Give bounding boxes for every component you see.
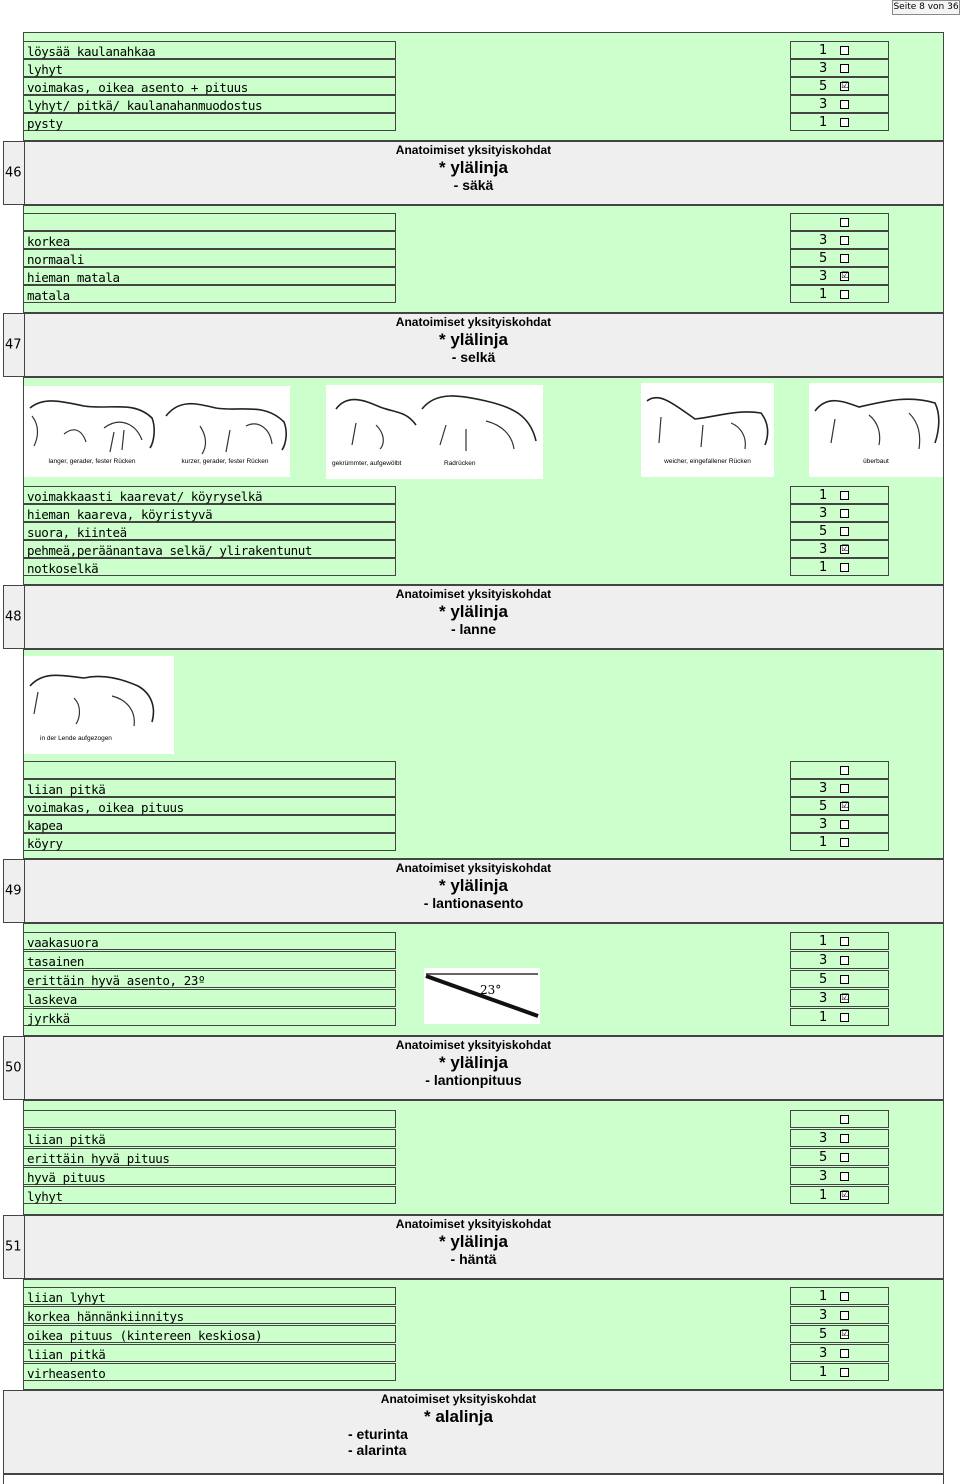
option-label: liian pitkä: [27, 782, 106, 797]
score-cell: [790, 833, 889, 851]
section-number: 49: [5, 883, 22, 899]
score-cell: [790, 815, 889, 833]
heading-part: - selkä: [451, 349, 496, 366]
section-heading: [4, 1218, 943, 1267]
score-cell: [790, 1186, 889, 1204]
option-label: suora, kiinteä: [27, 525, 127, 540]
score-cell: [790, 1148, 889, 1166]
section-heading: [4, 1039, 943, 1088]
option-row[interactable]: [23, 231, 396, 249]
option-label: jyrkkä: [27, 1011, 70, 1026]
checkbox[interactable]: ☑: [841, 1190, 850, 1200]
section-header-bottomline: [3, 1390, 944, 1474]
score-cell: [790, 1129, 889, 1147]
option-label: erittäin hyvä asento, 23º: [27, 973, 206, 988]
option-row[interactable]: [23, 41, 396, 59]
heading-part: - lantionasento: [423, 895, 524, 912]
option-row[interactable]: [23, 1344, 396, 1362]
option-row[interactable]: [23, 213, 396, 231]
heading-part: - eturinta: [348, 1426, 408, 1443]
sketch-caption: kurzer, gerader, fester Rücken: [181, 458, 269, 465]
score-value: 3: [819, 1346, 828, 1361]
checkbox[interactable]: [840, 527, 849, 536]
option-row[interactable]: [23, 558, 396, 576]
heading-title: Anatoimiset yksityiskohdat: [380, 1392, 537, 1406]
option-row[interactable]: [23, 1110, 396, 1128]
heading-part: - säkä: [453, 177, 494, 194]
option-label: virheasento: [27, 1366, 106, 1381]
section-header-51: [3, 1215, 944, 1279]
heading-line: * ylälinja: [439, 875, 508, 895]
sketch-caption: weicher, eingefallener Rücken: [664, 458, 751, 465]
heading-line: * ylälinja: [439, 1052, 508, 1072]
option-row[interactable]: [23, 951, 396, 969]
sketch-caption: langer, gerader, fester Rücken: [48, 458, 136, 465]
heading-title: Anatoimiset yksityiskohdat: [395, 143, 552, 157]
score-cell: [790, 95, 889, 113]
checkbox[interactable]: [840, 218, 849, 227]
heading-title: Anatoimiset yksityiskohdat: [395, 1038, 552, 1052]
option-label: notkoselkä: [27, 561, 99, 576]
option-label: korkea hännänkiinnitys: [27, 1309, 184, 1324]
score-cell: [790, 558, 889, 576]
score-cell: [790, 1325, 889, 1343]
section-number: 46: [5, 165, 22, 181]
checkbox[interactable]: [840, 1368, 849, 1377]
checkbox[interactable]: ☑: [841, 81, 850, 91]
checkbox[interactable]: [840, 46, 849, 55]
score-cell: [790, 77, 889, 95]
score-cell: [790, 797, 889, 815]
score-value: 5: [819, 251, 828, 266]
score-cell: [790, 989, 889, 1007]
checkbox[interactable]: [840, 236, 849, 245]
option-label: pysty: [27, 116, 63, 131]
option-row[interactable]: [23, 1008, 396, 1026]
sketch-caption: überbaut: [863, 458, 889, 465]
option-row[interactable]: [23, 1129, 396, 1147]
option-row[interactable]: [23, 59, 396, 77]
score-cell: [790, 285, 889, 303]
option-label: voimakas, oikea asento + pituus: [27, 80, 248, 95]
checkbox[interactable]: [840, 1311, 849, 1320]
option-row[interactable]: [23, 77, 396, 95]
score-cell: [790, 1008, 889, 1026]
heading-title: Anatoimiset yksityiskohdat: [395, 1217, 552, 1231]
option-label: oikea pituus (kintereen keskiosa): [27, 1328, 263, 1343]
sketch-back-short-straight: [160, 386, 290, 477]
option-label: normaali: [27, 252, 85, 267]
checkbox[interactable]: [840, 1349, 849, 1358]
score-value: 5: [819, 79, 828, 94]
score-cell: [790, 1110, 889, 1128]
angle-label: 23°: [480, 983, 502, 997]
option-row[interactable]: [23, 1325, 396, 1343]
heading-part: - lantionpituus: [425, 1072, 522, 1089]
option-label: liian pitkä: [27, 1132, 106, 1147]
score-value: 3: [819, 991, 828, 1006]
score-value: 1: [819, 287, 828, 302]
score-value: 1: [819, 1365, 828, 1380]
score-cell: [790, 1287, 889, 1305]
score-cell: [790, 932, 889, 950]
sketch-caption: gekrümmter, aufgewölbt: [332, 460, 402, 467]
next-row-start: [3, 1474, 944, 1484]
checkbox[interactable]: [840, 563, 849, 572]
checkbox[interactable]: ☑: [841, 801, 850, 811]
score-cell: [790, 761, 889, 779]
checkbox[interactable]: [840, 975, 849, 984]
score-value: 1: [819, 1010, 828, 1025]
checkbox[interactable]: [840, 956, 849, 965]
angle-line-icon: [424, 968, 540, 1024]
option-row[interactable]: [23, 522, 396, 540]
score-cell: [790, 951, 889, 969]
score-value: 5: [819, 972, 828, 987]
option-row[interactable]: [23, 285, 396, 303]
sketch-loin: [24, 656, 174, 754]
option-label: vaakasuora: [27, 935, 99, 950]
checkbox[interactable]: [840, 1013, 849, 1022]
score-cell: [790, 504, 889, 522]
score-value: 3: [819, 61, 828, 76]
heading-title: Anatoimiset yksityiskohdat: [395, 587, 552, 601]
score-cell: [790, 41, 889, 59]
option-row[interactable]: [23, 833, 396, 851]
score-value: 3: [819, 97, 828, 112]
checkbox[interactable]: ☑: [841, 544, 850, 554]
option-row[interactable]: [23, 1167, 396, 1185]
section-header-47: [3, 313, 944, 377]
option-row[interactable]: [23, 95, 396, 113]
checkbox[interactable]: [840, 290, 849, 299]
section-header-49: [3, 859, 944, 923]
checkbox[interactable]: [840, 820, 849, 829]
option-row[interactable]: [23, 1148, 396, 1166]
option-label: voimakas, oikea pituus: [27, 800, 184, 815]
score-cell: [790, 1306, 889, 1324]
option-label: lyhyt/ pitkä/ kaulanahanmuodostus: [27, 98, 263, 113]
score-value: 3: [819, 1169, 828, 1184]
section-header-46: [3, 141, 944, 205]
score-cell: [790, 1167, 889, 1185]
page-number-header: Seite 8 von 36: [892, 0, 960, 15]
checkbox[interactable]: [840, 784, 849, 793]
score-cell: [790, 522, 889, 540]
sketch-back-soft: [641, 383, 774, 477]
sketch-back-arched: [326, 385, 543, 479]
option-label: erittäin hyvä pituus: [27, 1151, 170, 1166]
option-row[interactable]: [23, 249, 396, 267]
score-value: 3: [819, 269, 828, 284]
section-heading: [4, 316, 943, 365]
score-value: 5: [819, 524, 828, 539]
checkbox[interactable]: [840, 1292, 849, 1301]
option-row[interactable]: [23, 1363, 396, 1381]
option-label: liian lyhyt: [27, 1290, 106, 1305]
option-label: hyvä pituus: [27, 1170, 106, 1185]
option-label: köyry: [27, 836, 63, 851]
option-row[interactable]: [23, 989, 396, 1007]
option-row[interactable]: [23, 761, 396, 779]
checkbox[interactable]: [840, 766, 849, 775]
score-cell: [790, 231, 889, 249]
checkbox[interactable]: [840, 491, 849, 500]
sketch-back-overbuilt: [809, 383, 943, 477]
score-cell: [790, 59, 889, 77]
score-value: 1: [819, 835, 828, 850]
checkbox[interactable]: [840, 1172, 849, 1181]
checkbox[interactable]: [840, 1153, 849, 1162]
score-cell: [790, 486, 889, 504]
checkbox[interactable]: [840, 509, 849, 518]
option-row[interactable]: [23, 797, 396, 815]
score-cell: [790, 540, 889, 558]
option-row[interactable]: [23, 779, 396, 797]
score-value: 3: [819, 506, 828, 521]
section-number: 47: [5, 337, 22, 353]
score-cell: [790, 970, 889, 988]
heading-part: - häntä: [450, 1251, 497, 1268]
heading-line: * ylälinja: [439, 1231, 508, 1251]
heading-part: - alarinta: [348, 1442, 407, 1459]
option-row[interactable]: [23, 1186, 396, 1204]
option-label: matala: [27, 288, 70, 303]
section-number: 50: [5, 1060, 22, 1076]
heading-line: * ylälinja: [439, 157, 508, 177]
option-row[interactable]: [23, 815, 396, 833]
section-heading: [4, 862, 943, 911]
score-value: 5: [819, 799, 828, 814]
checkbox[interactable]: [840, 118, 849, 127]
section-heading: [4, 1393, 943, 1459]
score-value: 3: [819, 1131, 828, 1146]
score-value: 1: [819, 1289, 828, 1304]
heading-line: * alalinja: [424, 1406, 493, 1426]
option-row[interactable]: [23, 540, 396, 558]
checkbox[interactable]: [840, 1115, 849, 1124]
sketch-caption: Radrücken: [444, 460, 476, 467]
section-heading: [4, 144, 943, 193]
heading-line: * ylälinja: [439, 601, 508, 621]
option-row[interactable]: [23, 1287, 396, 1305]
checkbox[interactable]: [840, 1134, 849, 1143]
option-label: kapea: [27, 818, 63, 833]
checkbox[interactable]: [840, 254, 849, 263]
checkbox[interactable]: [840, 64, 849, 73]
option-label: laskeva: [27, 992, 77, 1007]
option-row[interactable]: [23, 1306, 396, 1324]
score-value: 5: [819, 1327, 828, 1342]
option-row[interactable]: [23, 932, 396, 950]
score-value: 1: [819, 115, 828, 130]
heading-part: - lanne: [450, 621, 497, 638]
checkbox[interactable]: [840, 838, 849, 847]
score-cell: [790, 1344, 889, 1362]
section-header-48: [3, 585, 944, 649]
score-value: 1: [819, 934, 828, 949]
checkbox[interactable]: [840, 100, 849, 109]
option-label: tasainen: [27, 954, 85, 969]
score-value: 1: [819, 43, 828, 58]
option-label: lyhyt: [27, 62, 63, 77]
pelvis-angle-diagram: [424, 968, 540, 1024]
score-value: 1: [819, 560, 828, 575]
score-value: 1: [819, 488, 828, 503]
option-label: korkea: [27, 234, 70, 249]
checkbox[interactable]: ☑: [841, 1329, 850, 1339]
checkbox[interactable]: ☑: [841, 271, 850, 281]
score-value: 3: [819, 781, 828, 796]
option-row[interactable]: [23, 970, 396, 988]
option-label: liian pitkä: [27, 1347, 106, 1362]
option-row[interactable]: [23, 504, 396, 522]
score-value: 5: [819, 1150, 828, 1165]
score-value: 3: [819, 1308, 828, 1323]
heading-title: Anatoimiset yksityiskohdat: [395, 861, 552, 875]
score-cell: [790, 249, 889, 267]
score-cell: [790, 779, 889, 797]
heading-title: Anatoimiset yksityiskohdat: [395, 315, 552, 329]
checkbox[interactable]: ☑: [841, 993, 850, 1003]
score-value: 3: [819, 953, 828, 968]
option-row[interactable]: [23, 113, 396, 131]
option-label: lyhyt: [27, 1189, 63, 1204]
score-value: 3: [819, 542, 828, 557]
section-heading: [4, 588, 943, 637]
score-cell: [790, 213, 889, 231]
option-label: voimakkaasti kaarevat/ köyryselkä: [27, 489, 263, 504]
option-row[interactable]: [23, 267, 396, 285]
option-row[interactable]: [23, 486, 396, 504]
option-label: hieman matala: [27, 270, 120, 285]
score-cell: [790, 1363, 889, 1381]
score-value: 3: [819, 233, 828, 248]
sketch-back-long-straight: [24, 386, 160, 477]
score-cell: [790, 113, 889, 131]
option-label: löysää kaulanahkaa: [27, 44, 156, 59]
option-label: hieman kaareva, köyristyvä: [27, 507, 213, 522]
section-number: 48: [5, 609, 22, 625]
sketch-caption: in der Lende aufgezogen: [40, 735, 112, 742]
option-label: pehmeä,peräänantava selkä/ ylirakentunut: [27, 543, 313, 558]
section-header-50: [3, 1036, 944, 1100]
score-cell: [790, 267, 889, 285]
checkbox[interactable]: [840, 937, 849, 946]
score-value: 1: [819, 1188, 828, 1203]
heading-line: * ylälinja: [439, 329, 508, 349]
section-number: 51: [5, 1239, 22, 1255]
score-value: 3: [819, 817, 828, 832]
